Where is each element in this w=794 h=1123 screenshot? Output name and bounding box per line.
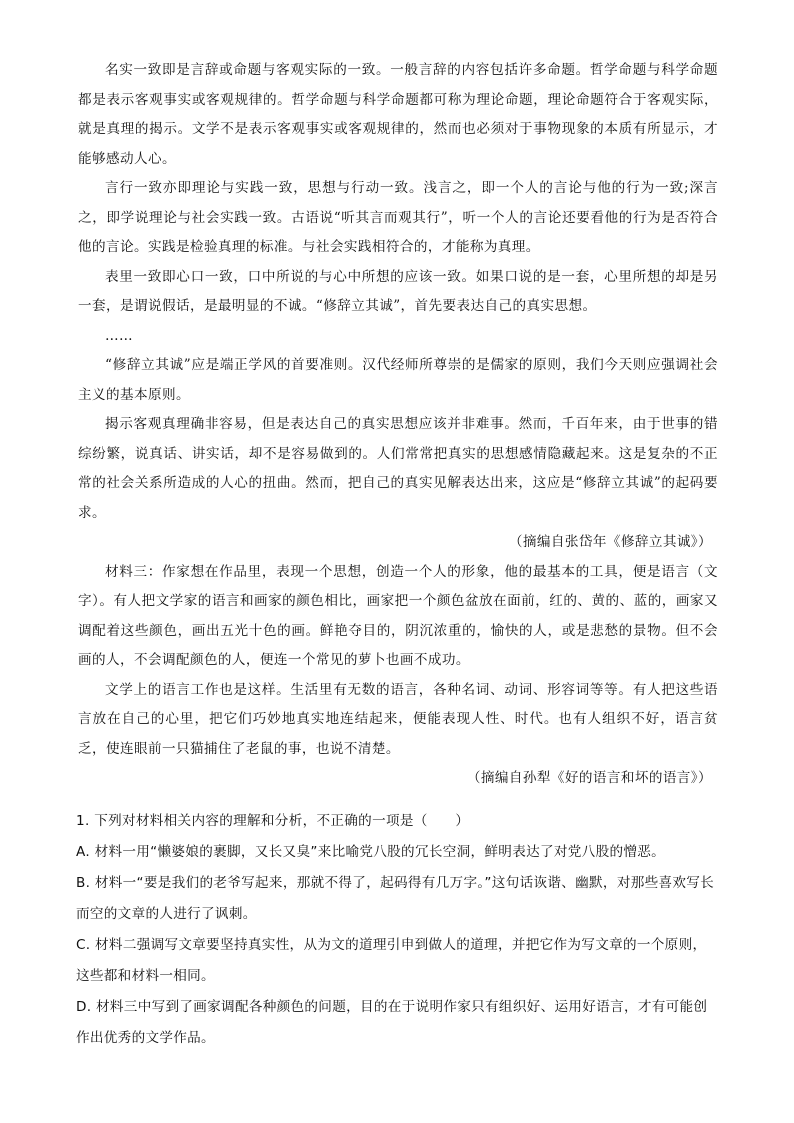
option-a[interactable]: A. 材料一用“懒婆娘的裹脚，又长又臭”来比喻党八股的冗长空洞，鲜明表达了对党八股的憎恶。 bbox=[76, 844, 666, 860]
omission-ellipsis: …… bbox=[105, 327, 133, 344]
material-two-section bbox=[78, 56, 718, 794]
paragraph-inside-outside: 表里一致即心口一致，口中所说的与心中所想的应该一致。如果口说的是一套，心里所想的却是另一套，是谓说假话，是最明显的不诚。“修辞立其诚”，首先要表达自己的真实思想。 bbox=[78, 268, 718, 314]
paragraph-literary-language: 文学上的语言工作也是这样。生活里有无数的语言，各种名词、动词、形容词等等。有人把这些语言放在自己的心里，把它们巧妙地真实地连结起来，便能表现人性、时代。也有人组织不好，语言贫乏，使连眼前一只猫捕住了老鼠的事，也说不清楚。 bbox=[78, 681, 718, 757]
option-d[interactable]: D. 材料三中写到了画家调配各种颜色的问题，目的在于说明作家只有组织好、运用好语言，才有可能创作出优秀的文学作品。 bbox=[76, 999, 708, 1046]
paragraph-truth: 揭示客观真理确非容易，但是表达自己的真实思想应该并非难事。然而，千百年来，由于世事的错综纷繁，说真话、讲实话，却不是容易做到的。人们常常把真实的思想感情隐藏起来。这是复杂的不正常的社会关系所造成的人心的扭曲。然而，把自己的真实见解表达出来，这应是“修辞立其诚”的起码要求。 bbox=[78, 416, 718, 521]
paragraph-word-deed: 言行一致亦即理论与实践一致，思想与行动一致。浅言之，即一个人的言论与他的行为一致;深言之，即学说理论与社会实践一致。古语说“听其言而观其行”，听一个人的言论还要看他的行为是否符合他的言论。实践是检验真理的标准。与社会实践相符合的，才能称为真理。 bbox=[78, 180, 718, 255]
paragraph-name-reality: 名实一致即是言辞或命题与客观实际的一致。一般言辞的内容包括许多命题。哲学命题与科学命题都是表示客观事实或客观规律的。哲学命题与科学命题都可称为理论命题，理论命题符合于客观实际，就是真理的揭示。文学不是表示客观事实或客观规律的，然而也必须对于事物现象的本质有所显示，才能够感动人心。 bbox=[78, 62, 718, 167]
material-two-credit: （摘编自张岱年《修辞立其诚》） bbox=[508, 534, 712, 550]
option-b[interactable]: B. 材料一“要是我们的老爷写起来，那就不得了，起码得有几万字。”这句话诙谐、幽默，对那些喜欢写长而空的文章的人进行了讽刺。 bbox=[76, 875, 715, 922]
question-stem: 1. 下列对材料相关内容的理解和分析，不正确的一项是（ ） bbox=[76, 813, 470, 829]
paragraph-material-three-intro: 材料三：作家想在作品里，表现一个思想，创造一个人的形象，他的最基本的工具，便是语言（文字）。有人把文学家的语言和画家的颜色相比，画家把一个颜色盆放在面前，红的、黄的、蓝的，画家又调配着这些颜色，画出五光十色的画。鲜艳夺目的，阴沉浓重的，愉快的人，或是悲愁的景物。但不会画的人，不会调配颜色的人，便连一个常见的萝卜也画不成功。 bbox=[78, 563, 718, 668]
question-section bbox=[76, 806, 716, 1054]
material-three-credit: （摘编自孙犁《好的语言和坏的语言》） bbox=[466, 770, 712, 786]
paragraph-study-style: “修辞立其诚”应是端正学风的首要准则。汉代经师所尊崇的是儒家的原则，我们今天则应强调社会主义的基本原则。 bbox=[78, 357, 718, 403]
option-c[interactable]: C. 材料二强调写文章要坚持真实性，从为文的道理引申到做人的道理，并把它作为写文章的一个原则，这些都和材料一相同。 bbox=[76, 937, 707, 984]
